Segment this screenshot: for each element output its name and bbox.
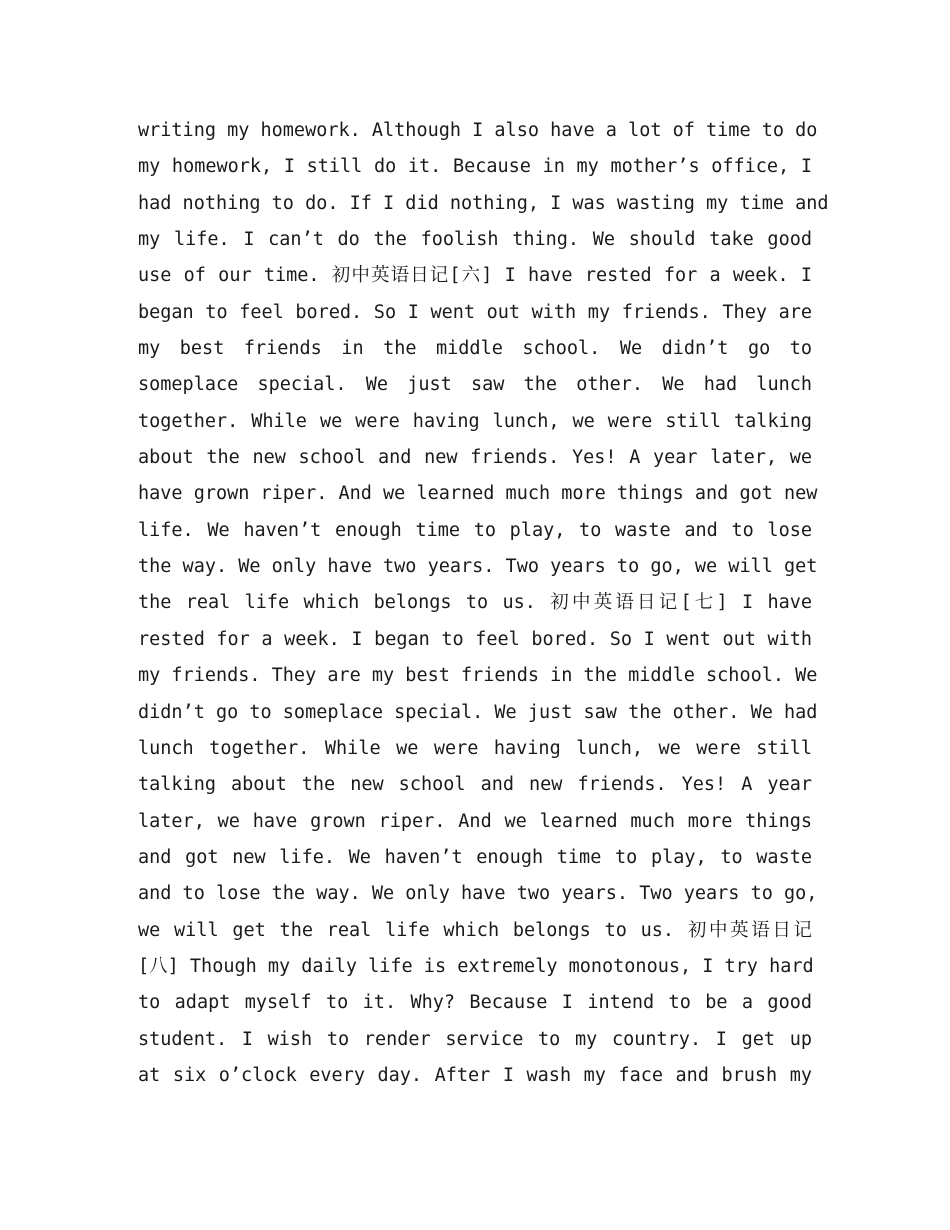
- text-line: had nothing to do. If I did nothing, I was wasting my time and: [138, 192, 829, 214]
- text-line: didn’t go to someplace special. We just saw the other. We had: [138, 701, 818, 723]
- text-line: lunch together. While we were having lunch, we were still: [138, 737, 812, 759]
- text-line: talking about the new school and new friends. Yes! A year: [138, 774, 812, 796]
- text-line: use of our time. 初中英语日记[六] I have rested for a week. I: [138, 265, 812, 287]
- text-line: [八] Though my daily life is extremely monotonous, I try hard: [138, 955, 814, 977]
- text-line: student. I wish to render service to my country. I get up: [138, 1028, 812, 1050]
- text-line: later, we have grown riper. And we learned much more things: [138, 810, 812, 832]
- text-line: my best friends in the middle school. We didn’t go to: [138, 338, 812, 360]
- text-line: my homework, I still do it. Because in my mother’s office, I: [138, 156, 812, 178]
- text-line: began to feel bored. So I went out with my friends. They are: [138, 301, 812, 323]
- text-line: my life. I can’t do the foolish thing. We should take good: [138, 229, 812, 251]
- text-line: to adapt myself to it. Why? Because I intend to be a good: [138, 992, 812, 1014]
- text-line: the way. We only have two years. Two years to go, we will get: [138, 556, 818, 578]
- text-line: the real life which belongs to us. 初中英语日记[七] I have: [138, 592, 812, 614]
- text-line: my friends. They are my best friends in the middle school. We: [138, 665, 818, 687]
- text-line: and got new life. We haven’t enough time to play, to waste: [138, 846, 812, 868]
- text-line: have grown riper. And we learned much more things and got new: [138, 483, 818, 505]
- text-line: together. While we were having lunch, we were still talking: [138, 410, 812, 432]
- text-line: someplace special. We just saw the other. We had lunch: [138, 374, 812, 396]
- text-line: and to lose the way. We only have two years. Two years to go,: [138, 883, 818, 905]
- text-line: about the new school and new friends. Yes! A year later, we: [138, 447, 812, 469]
- text-line: writing my homework. Although I also have a lot of time to do: [138, 120, 818, 141]
- text-line: life. We haven’t enough time to play, to waste and to lose: [138, 519, 812, 541]
- text-line: at six o’clock every day. After I wash my face and brush my: [138, 1064, 812, 1086]
- body-text: [138, 113, 829, 1094]
- text-line: rested for a week. I began to feel bored. So I went out with: [138, 628, 812, 650]
- text-line: we will get the real life which belongs to us. 初中英语日记: [138, 919, 812, 941]
